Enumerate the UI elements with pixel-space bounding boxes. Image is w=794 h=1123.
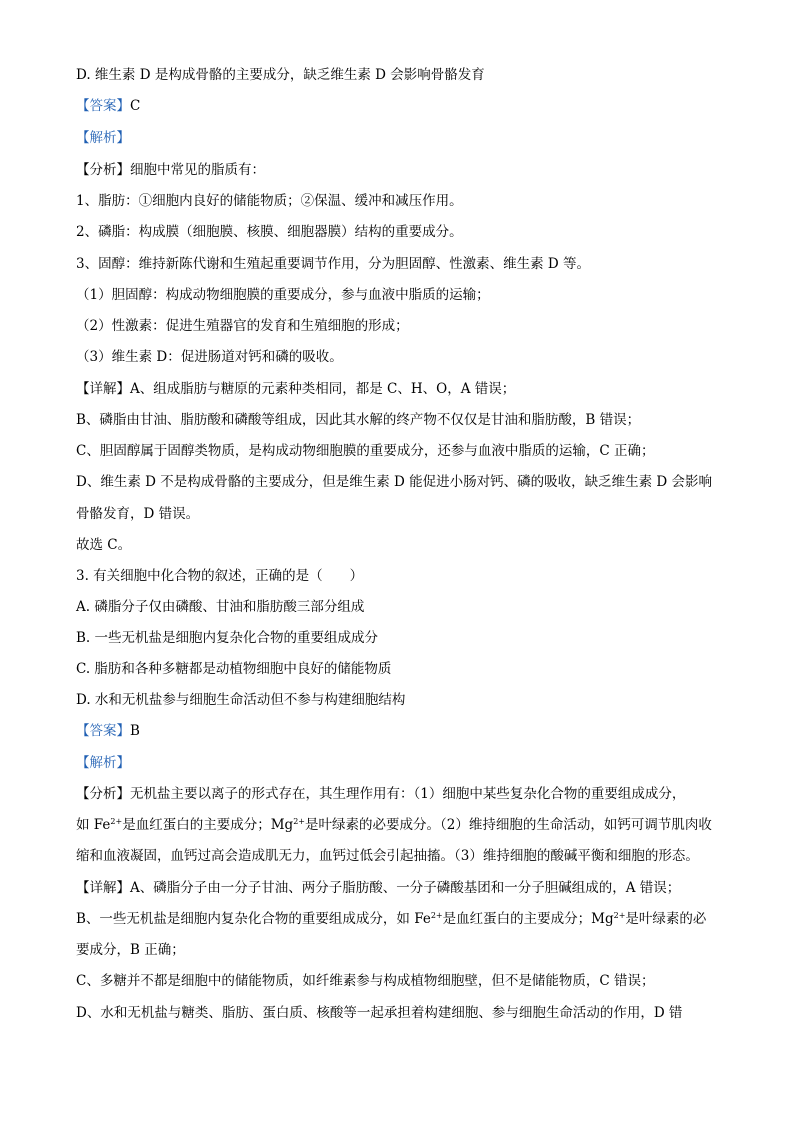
text-line: D、水和无机盐与糖类、脂肪、蛋白质、核酸等一起承担着构建细胞、参与细胞生命活动的作用，D 错 bbox=[76, 1005, 683, 1021]
text-line: C、胆固醇属于固醇类物质，是构成动物细胞膜的重要成分，还参与血液中脂质的运输，C 正确； bbox=[76, 443, 655, 459]
text-line: 骨骼发育，D 错误。 bbox=[76, 506, 200, 522]
text-line: 如 $Fe^{2+}$是血红蛋白的主要成分；$Mg^{2+}$是叶绿素的必要成分。（2）维持细胞的生命活动，如钙可调节肌肉收 bbox=[76, 817, 712, 833]
text-line: 3、固醇：维持新陈代谢和生殖起重要调节作用，分为胆固醇、性激素、维生素 D 等。 bbox=[76, 256, 590, 272]
text-line: B、一些无机盐是细胞内复杂化合物的重要组成成分，如 $Fe^{2+}$是血红蛋白的主要成分；$Mg^{2+}$是叶绿素的必 bbox=[76, 911, 707, 927]
analysis-tag: 【解析】 bbox=[76, 130, 130, 146]
analysis-line: 【分析】细胞中常见的脂质有： bbox=[76, 162, 265, 178]
text-line: 1、脂肪：①细胞内良好的储能物质；②保温、缓冲和减压作用。 bbox=[76, 193, 463, 209]
answer-line: 【答案】B bbox=[76, 723, 140, 739]
analysis-heading bbox=[76, 753, 736, 773]
option-a: A. 磷脂分子仅由磷酸、甘油和脂肪酸三部分组成 bbox=[76, 599, 365, 615]
text-line: D、维生素 D 不是构成骨骼的主要成分，但是维生素 D 能促进小肠对钙、磷的吸收，缺乏维生素 D 会影响 bbox=[76, 474, 713, 490]
option-d: D. 水和无机盐参与细胞生命活动但不参与构建细胞结构 bbox=[76, 692, 406, 708]
analysis-tag: 【解析】 bbox=[76, 755, 130, 771]
answer-tag: 【答案】 bbox=[76, 723, 130, 739]
text-line: （3）维生素 D：促进肠道对钙和磷的吸收。 bbox=[76, 349, 343, 365]
text-line: C、多糖并不都是细胞中的储能物质，如纤维素参与构成植物细胞壁，但不是储能物质，C 错误； bbox=[76, 973, 655, 989]
answer-tag: 【答案】 bbox=[76, 98, 130, 114]
question-stem: 3. 有关细胞中化合物的叙述，正确的是（ ） bbox=[76, 568, 364, 584]
text-line: （1）胆固醇：构成动物细胞膜的重要成分，参与血液中脂质的运输； bbox=[76, 287, 490, 303]
detail-line: 【详解】A、组成脂肪与糖原的元素种类相同，都是 C、H、O，A 错误； bbox=[76, 381, 516, 397]
text-line: 要成分，B 正确； bbox=[76, 942, 185, 958]
analysis-line: 【分析】无机盐主要以离子的形式存在，其生理作用有：（1）细胞中某些复杂化合物的重要组成成分， bbox=[76, 786, 686, 802]
option-c: C. 脂肪和各种多糖都是动植物细胞中良好的储能物质 bbox=[76, 661, 392, 677]
text-line: 缩和血液凝固，血钙过高会造成肌无力，血钙过低会引起抽搐。（3）维持细胞的酸碱平衡和细胞的形态。 bbox=[76, 848, 699, 864]
option-d-line: D. 维生素 D 是构成骨骼的主要成分，缺乏维生素 D 会影响骨骼发育 bbox=[76, 67, 485, 83]
analysis-heading bbox=[76, 128, 736, 148]
option-b: B. 一些无机盐是细胞内复杂化合物的重要组成成分 bbox=[76, 630, 379, 646]
text-line: B、磷脂由甘油、脂肪酸和磷酸等组成，因此其水解的终产物不仅仅是甘油和脂肪酸，B 错误； bbox=[76, 412, 641, 428]
text-line: 故选 C。 bbox=[76, 537, 132, 553]
detail-line: 【详解】A、磷脂分子由一分子甘油、两分子脂肪酸、一分子磷酸基团和一分子胆碱组成的，A 错误； bbox=[76, 880, 681, 896]
text-line: （2）性激素：促进生殖器官的发育和生殖细胞的形成； bbox=[76, 318, 409, 334]
text-line: 2、磷脂：构成膜（细胞膜、核膜、细胞器膜）结构的重要成分。 bbox=[76, 224, 463, 240]
answer-line: 【答案】C bbox=[76, 98, 141, 114]
